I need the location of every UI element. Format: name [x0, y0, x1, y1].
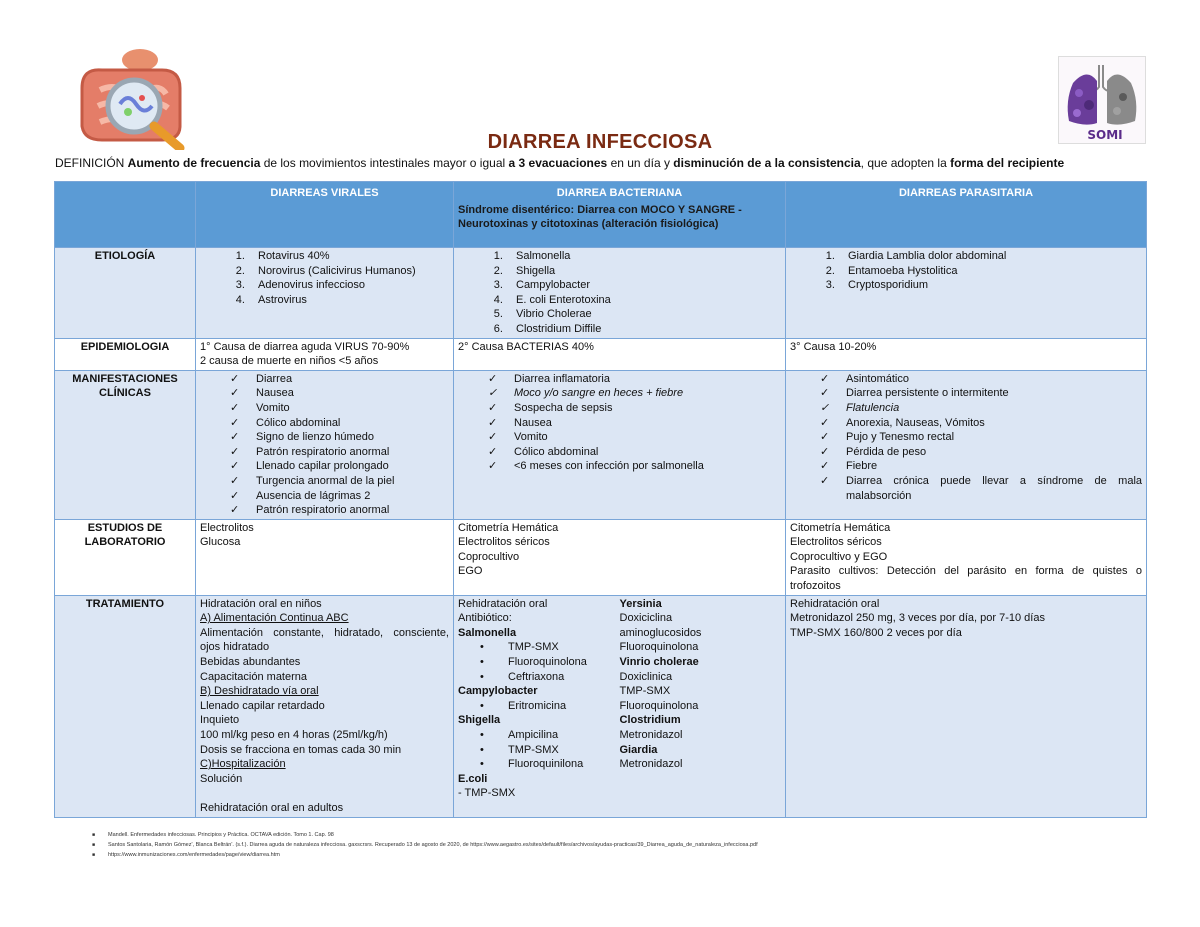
check-item: ✓ Llenado capilar prolongado: [230, 459, 449, 474]
bullet-item: • TMP-SMX: [480, 640, 620, 655]
reference-item: ■ Santos Santolaria, Ramón Gómez', Blanca Beltrán'. (s.f.). Diarrea aguda de naturaleza infecciosa. gaxscrsrs. Recuperado 13 de agosto de 2020, de https://www.aegastro.es/sites/default/files/archivos/ayudas-practicas/39_Diarrea_aguda_de_naturaleza_infecciosa.pdf: [92, 840, 758, 850]
header-empty: [55, 182, 196, 248]
manifestaciones-parasit: [786, 370, 1147, 519]
bact-subtitle: Síndrome disentérico: Diarrea con MOCO Y SANGRE - Neurotoxinas y citotoxinas (alteración fisiológica): [458, 203, 742, 231]
references: [92, 830, 758, 860]
row-epidemiologia: [55, 338, 1147, 370]
header-parasit: DIARREAS PARASITARIA: [786, 182, 1147, 248]
check-item: ✓ Vomito: [230, 401, 449, 416]
tratamiento-bact-col1: Rehidratación oral Antibiótico: Salmonella • TMP-SMX • Fluoroquinolona • Ceftriaxona Campylobacter • Eritromicina Shigella • Ampicilina • TMP-SMX • Fluoroquinilona E.coli - TMP-SMX: [458, 597, 620, 801]
check-item: ✓ Pérdida de peso: [820, 445, 1142, 460]
bullet-item: • Ampicilina: [480, 728, 620, 743]
check-item: ✓ Cólico abdominal: [488, 445, 781, 460]
check-item: ✓ Turgencia anormal de la piel: [230, 474, 449, 489]
etiologia-parasit: 1. Giardia Lamblia dolor abdominal 2. Entamoeba Hystolitica 3. Cryptosporidium: [786, 248, 1147, 339]
manifestaciones-viral: [196, 370, 454, 519]
estudios-viral: Electrolitos Glucosa: [196, 519, 454, 595]
row-manifestaciones: [55, 370, 1147, 519]
reference-item: ■ Mandell. Enfermedades infecciosas. Principios y Práctica. OCTAVA edición. Tomo 1. Cap. 98: [92, 830, 758, 840]
check-item: ✓ Diarrea: [230, 372, 449, 387]
row-label-manifestaciones: MANIFESTACIONES CLÍNICAS: [55, 370, 196, 519]
row-label-tratamiento: TRATAMIENTO: [55, 595, 196, 817]
tratamiento-parasit: Rehidratación oral Metronidazol 250 mg, 3 veces por día, por 7-10 días TMP-SMX 160/800 2 veces por día: [786, 595, 1147, 817]
etiologia-bact: 1. Salmonella 2. Shigella 3. Campylobacter 4. E. coli Enterotoxina 5. Vibrio Cholerae 6. Clostridium Diffile: [454, 248, 786, 339]
check-item: ✓ Diarrea inflamatoria: [488, 372, 781, 387]
header-viral: DIARREAS VIRALES: [196, 182, 454, 248]
tratamiento-bact: [454, 595, 786, 817]
epidemiologia-bact: 2° Causa BACTERIAS 40%: [454, 338, 786, 370]
check-item: ✓ Pujo y Tenesmo rectal: [820, 430, 1142, 445]
bullet-item: • Ceftriaxona: [480, 670, 620, 685]
check-item: ✓ <6 meses con infección por salmonella: [488, 459, 781, 474]
check-item: ✓ Asintomático: [820, 372, 1142, 387]
row-estudios: [55, 519, 1147, 595]
check-item: ✓ Nausea: [488, 416, 781, 431]
spacer: [200, 786, 449, 801]
bullet-item: • Fluoroquinolona: [480, 655, 620, 670]
check-item: ✓ Patrón respiratorio anormal: [230, 445, 449, 460]
check-item: ✓ Nausea: [230, 386, 449, 401]
row-tratamiento: [55, 595, 1147, 817]
check-item: ✓ Anorexia, Nauseas, Vómitos: [820, 416, 1142, 431]
bullet-item: • TMP-SMX: [480, 743, 620, 758]
reference-item: ■ https://www.inmunizaciones.com/enfermedades/page/view/diarrea.htm: [92, 850, 758, 860]
row-label-estudios: ESTUDIOS DE LABORATORIO: [55, 519, 196, 595]
estudios-parasit: Citometría Hemática Electrolitos séricos Coprocultivo y EGO Parasito cultivos: Detección del parásito en forma de quistes o trofozoitos: [786, 519, 1147, 595]
check-item: ✓ Sospecha de sepsis: [488, 401, 781, 416]
epidemiologia-parasit: 3° Causa 10-20%: [786, 338, 1147, 370]
check-item: ✓ Fiebre: [820, 459, 1142, 474]
row-etiologia: [55, 248, 1147, 339]
bullet-item: • Fluoroquinilona: [480, 757, 620, 772]
bullet-item: • Eritromicina: [480, 699, 620, 714]
etiologia-viral: 1. Rotavirus 40% 2. Norovirus (Calicivirus Humanos) 3. Adenovirus infeccioso 4. Astrovirus: [196, 248, 454, 339]
check-item: ✓ Diarrea persistente o intermitente: [820, 386, 1142, 401]
check-item: ✓ Flatulencia: [820, 401, 1142, 416]
manifestaciones-bact: [454, 370, 786, 519]
check-item: ✓ Vomito: [488, 430, 781, 445]
check-item: ✓ Patrón respiratorio anormal: [230, 503, 449, 518]
tratamiento-bact-col2: Yersinia Doxiciclina aminoglucosidos Fluoroquinolona Vinrio cholerae Doxiclinica TMP-SMX Fluoroquinolona Clostridium Metronidazol Giardia Metronidazol: [619, 597, 702, 771]
estudios-bact: Citometría Hemática Electrolitos séricos Coprocultivo EGO: [454, 519, 786, 595]
row-label-etiologia: ETIOLOGÍA: [55, 248, 196, 339]
page-title: DIARREA INFECCIOSA: [487, 131, 713, 153]
comparison-table: [54, 181, 1147, 818]
check-item: ✓ Cólico abdominal: [230, 416, 449, 431]
row-label-epidemiologia: EPIDEMIOLOGIA: [55, 338, 196, 370]
definition: DEFINICIÓN Aumento de frecuencia de los movimientos intestinales mayor o igual a 3 evacuaciones en un día y disminución de a la consistencia, que adopten la forma del recipiente: [55, 156, 1065, 170]
header-bact: DIARREA BACTERIANA Síndrome disentérico: Diarrea con MOCO Y SANGRE - Neurotoxinas y citotoxinas (alteración fisiológica): [454, 182, 786, 248]
check-item: ✓ Diarrea crónica puede llevar a síndrome de mala malabsorción: [820, 474, 1142, 503]
check-item: ✓ Signo de lienzo húmedo: [230, 430, 449, 445]
somi-logo-text: SOMI: [1087, 128, 1123, 142]
check-item: ✓ Ausencia de lágrimas 2: [230, 489, 449, 504]
check-item: ✓ Moco y/o sangre en heces + fiebre: [488, 386, 781, 401]
header-row: [55, 182, 1147, 248]
epidemiologia-viral: 1° Causa de diarrea aguda VIRUS 70-90% 2 causa de muerte en niños <5 años: [196, 338, 454, 370]
tratamiento-viral: Hidratación oral en niños A) Alimentación Continua ABC Alimentación constante, hidratado, consciente, ojos hidratado Bebidas abundantes Capacitación materna B) Deshidratado vía oral Llenado capilar retardado Inquieto 100 ml/kg peso en 4 horas (25ml/kg/h) Dosis se fracciona en tomas cada 30 min C)Hospitalización Solución Rehidratación oral en adultos: [196, 595, 454, 817]
